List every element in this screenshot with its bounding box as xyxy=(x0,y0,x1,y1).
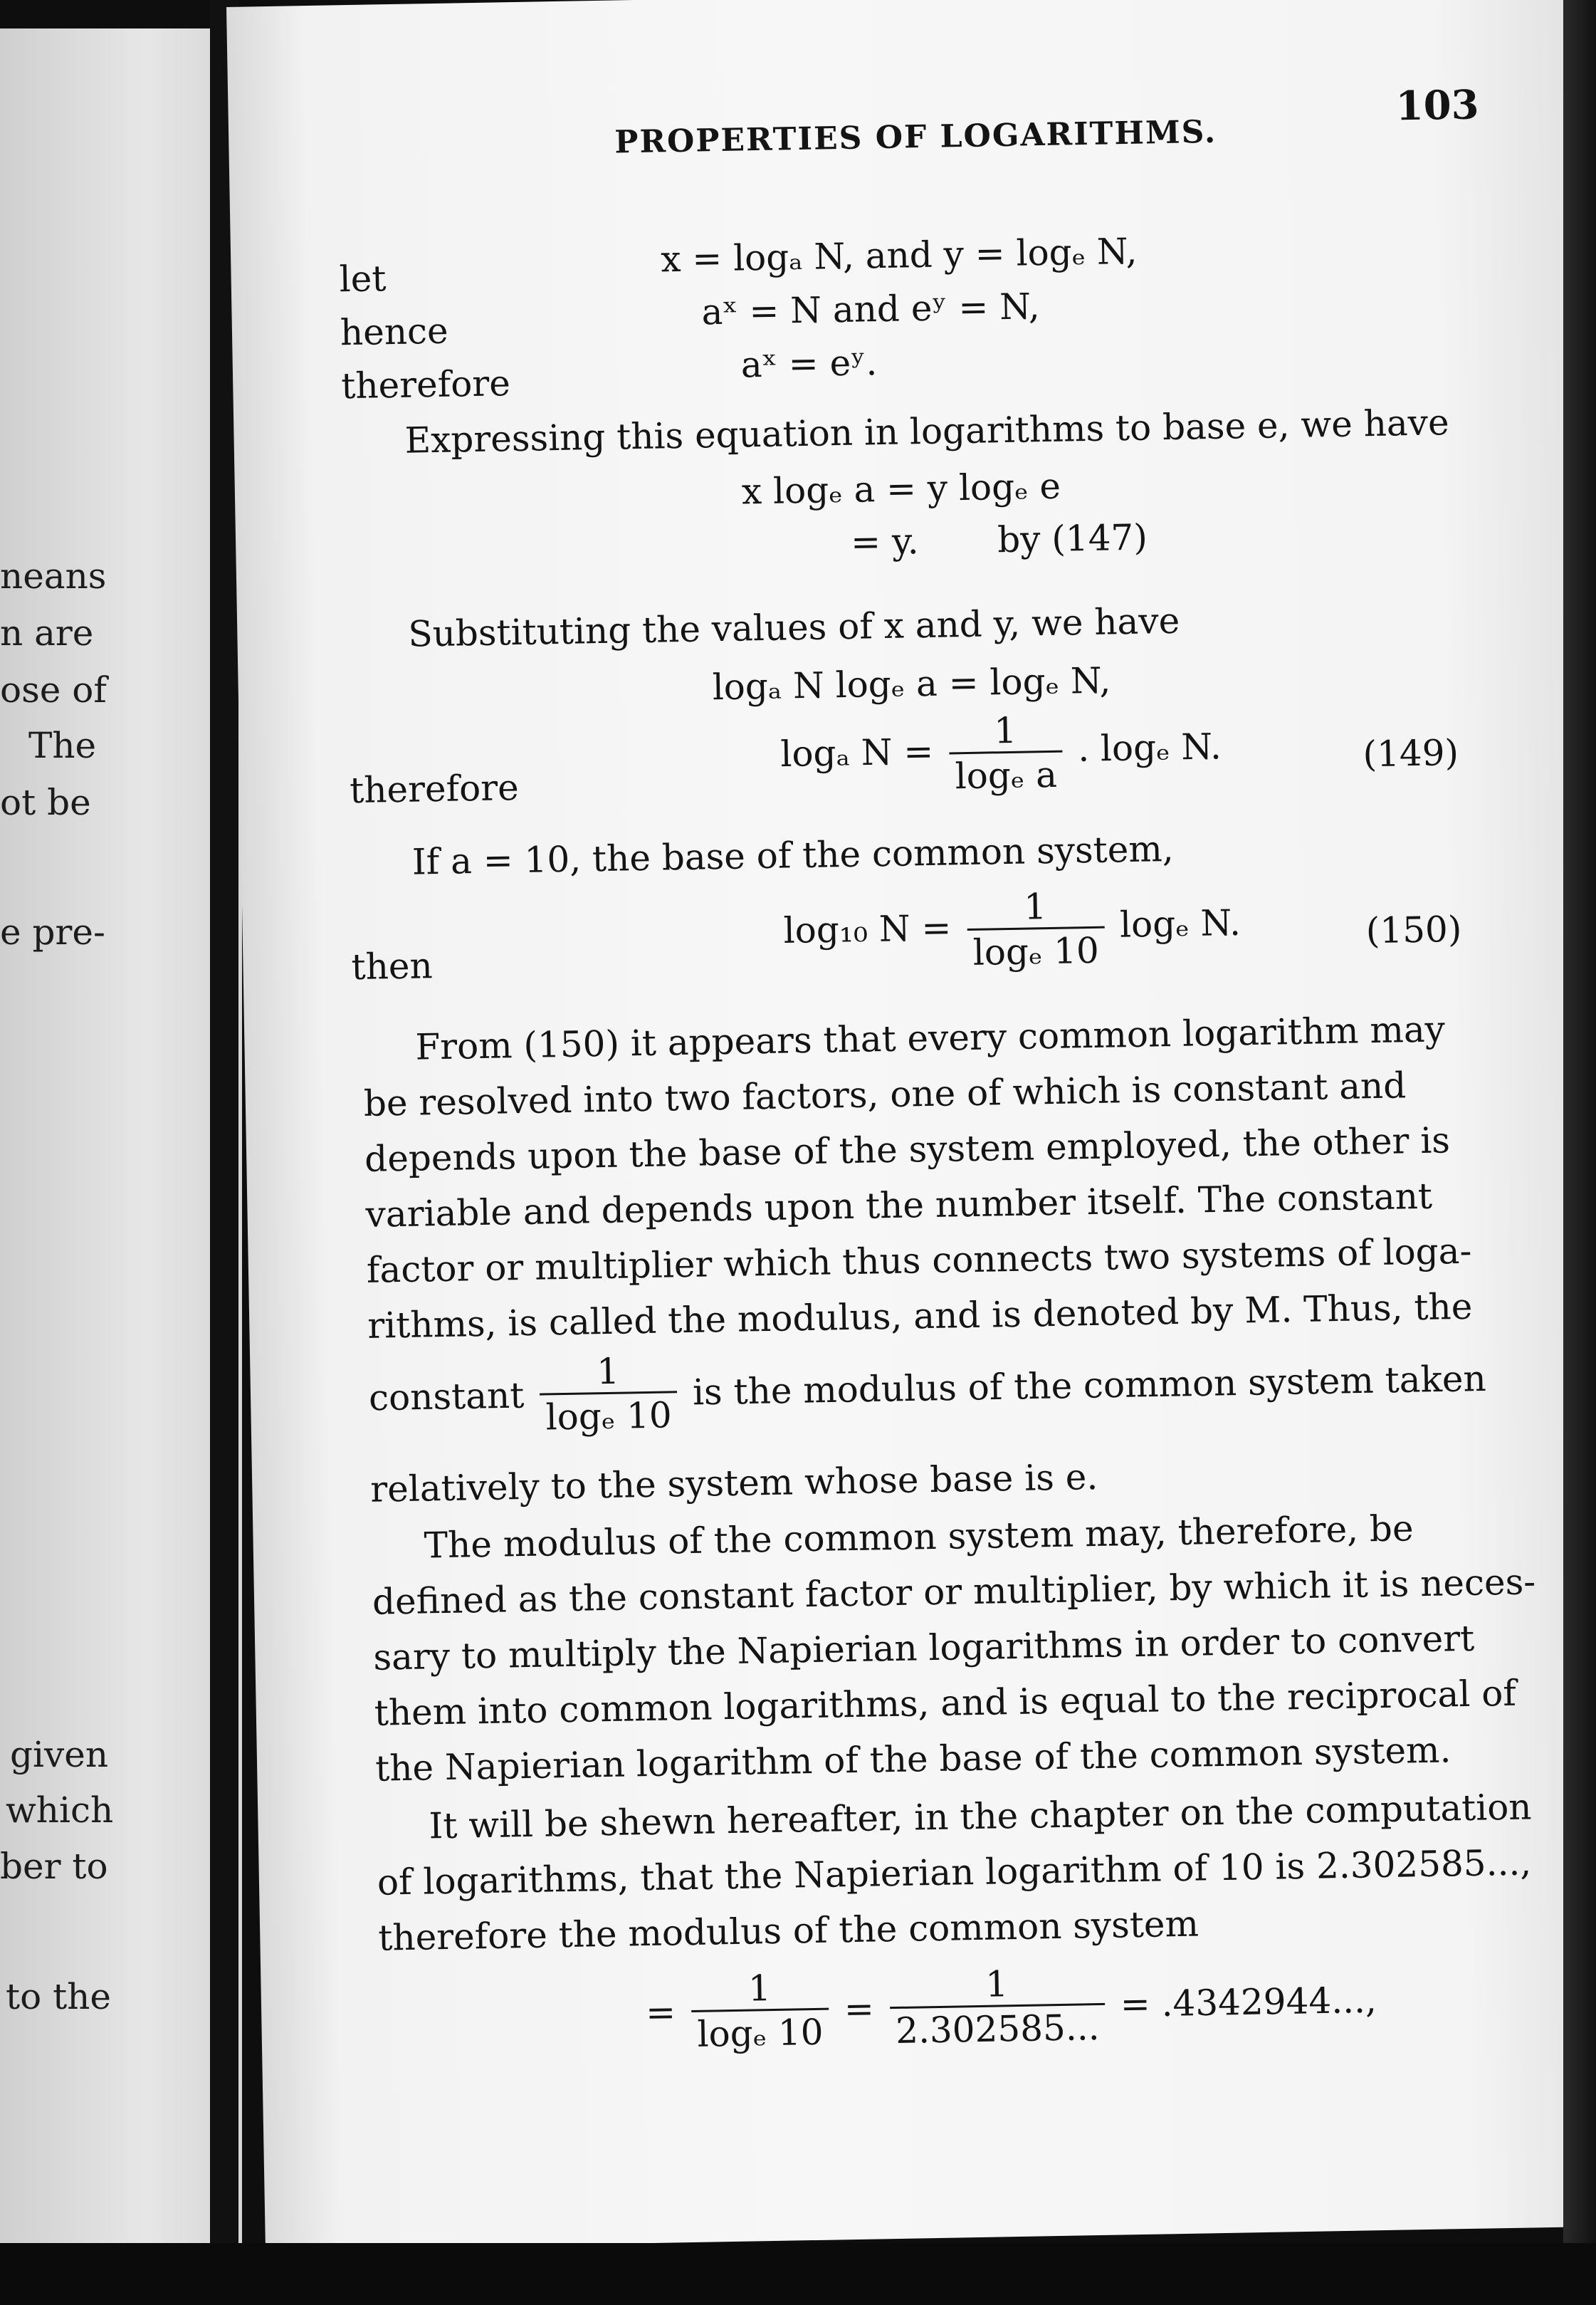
eq150-label: then xyxy=(351,945,434,988)
left-fragment: neans xyxy=(0,555,107,597)
eq149-rhs: . logₑ N. xyxy=(1077,726,1222,770)
final-eq-tail: = .4342944..., xyxy=(1120,1979,1377,2026)
para3-line: therefore the modulus of the common system xyxy=(377,1903,1199,1959)
substituting-sentence: Substituting the values of x and y, we have xyxy=(407,600,1180,655)
substituting-equation: logₐ N logₑ a = logₑ N, xyxy=(712,659,1111,709)
final-fraction-1 xyxy=(691,1967,829,2055)
constant-word: constant xyxy=(368,1374,525,1419)
final-denominator-1: logₑ 10 xyxy=(697,2011,824,2055)
page-number: 103 xyxy=(1395,81,1480,130)
para1-line: From (150) it appears that every common logarithm may xyxy=(415,1008,1446,1068)
para1-line: rithms, is called the modulus, and is denoted by M. Thus, the xyxy=(367,1285,1473,1347)
if-line: If a = 10, the base of the common system, xyxy=(411,827,1175,883)
left-fragment: to the xyxy=(6,1976,111,2017)
modulus-numerator: 1 xyxy=(539,1352,677,1395)
final-eq-sign-2: = xyxy=(844,1988,875,2030)
therefore-equation: aˣ = eʸ. xyxy=(740,342,878,386)
para2-line: them into common logarithms, and is equal to the reciprocal of xyxy=(374,1672,1517,1734)
para1-last-line: relatively to the system whose base is e. xyxy=(369,1455,1098,1510)
left-fragment: n are xyxy=(0,612,94,654)
left-fragment: given xyxy=(10,1734,109,1775)
modulus-denominator: logₑ 10 xyxy=(545,1394,673,1438)
eq150-fraction xyxy=(966,888,1105,971)
para3-line: It will be shewn hereafter, in the chapter on the computation xyxy=(429,1786,1532,1847)
final-eq-sign-1: = xyxy=(645,1991,676,2034)
eq149-numerator: 1 xyxy=(948,712,1062,755)
eq149-label: therefore xyxy=(349,767,520,812)
final-numerator-2: 1 xyxy=(889,1965,1105,2009)
para1-line: variable and depends upon the number itself. The constant xyxy=(365,1175,1433,1235)
left-fragment: ber to xyxy=(0,1846,108,1887)
eq149-fraction xyxy=(948,709,1063,798)
let-equation: x = logₐ N, and y = logₑ N, xyxy=(660,230,1138,281)
equation-number-150: (150) xyxy=(1365,908,1462,952)
modulus-fraction xyxy=(539,1350,678,1438)
para2-line: sary to multiply the Napierian logarithms in order to convert xyxy=(372,1617,1475,1678)
expressing-equation-2: = y. xyxy=(850,521,920,563)
para3-line: of logarithms, that the Napierian logarithm of 10 is 2.302585..., xyxy=(377,1841,1532,1903)
left-fragment: e pre- xyxy=(0,911,105,953)
constant-tail: is the modulus of the common system taken xyxy=(692,1357,1487,1413)
left-page xyxy=(0,28,242,2243)
final-numerator-1: 1 xyxy=(691,1970,829,2012)
para2-line: The modulus of the common system may, therefore, be xyxy=(424,1507,1414,1567)
right-page-edge xyxy=(1563,0,1596,2305)
eq150-rhs: logₑ N. xyxy=(1119,901,1241,946)
para1-line: factor or multiplier which thus connects two systems of loga- xyxy=(366,1230,1472,1291)
final-fraction-2 xyxy=(889,1963,1106,2052)
left-fragment: which xyxy=(6,1789,114,1831)
left-fragment: ot be xyxy=(0,782,91,823)
equation-149 xyxy=(780,709,1222,798)
running-head: PROPERTIES OF LOGARITHMS. xyxy=(614,113,1217,161)
let-label: let xyxy=(339,258,387,300)
para1-line: depends upon the base of the system employed, the other is xyxy=(364,1119,1451,1180)
para2-line: defined as the constant factor or multiplier, by which it is neces- xyxy=(372,1561,1536,1623)
bottom-edge xyxy=(0,2243,1596,2305)
final-denominator-2: 2.302585... xyxy=(895,2007,1100,2052)
left-fragment: The xyxy=(28,725,97,766)
hence-equation: aˣ = N and eʸ = N, xyxy=(701,286,1041,333)
eq150-denominator: logₑ 10 xyxy=(972,929,1100,973)
left-fragment: ose of xyxy=(0,669,107,711)
para2-line: the Napierian logarithm of the base of the common system. xyxy=(374,1729,1451,1789)
eq150-lhs: log₁₀ N = xyxy=(783,906,952,952)
right-page xyxy=(226,0,1596,2250)
eq150-numerator: 1 xyxy=(966,888,1104,931)
expressing-sentence: Expressing this equation in logarithms to base e, we have xyxy=(404,402,1449,461)
equation-150 xyxy=(783,885,1241,973)
hence-label: hence xyxy=(340,310,449,354)
eq149-lhs: logₐ N = xyxy=(779,731,934,775)
equation-number-149: (149) xyxy=(1363,731,1459,775)
eq149-denominator: logₑ a xyxy=(955,753,1058,798)
para1-line: be resolved into two factors, one of which is constant and xyxy=(363,1065,1407,1124)
expressing-equation-1: x logₑ a = y logₑ e xyxy=(741,465,1061,513)
para1-constant-line xyxy=(368,1338,1486,1438)
final-equation xyxy=(645,1960,1377,2053)
expressing-reference: by (147) xyxy=(997,516,1148,561)
therefore-label: therefore xyxy=(340,362,511,407)
